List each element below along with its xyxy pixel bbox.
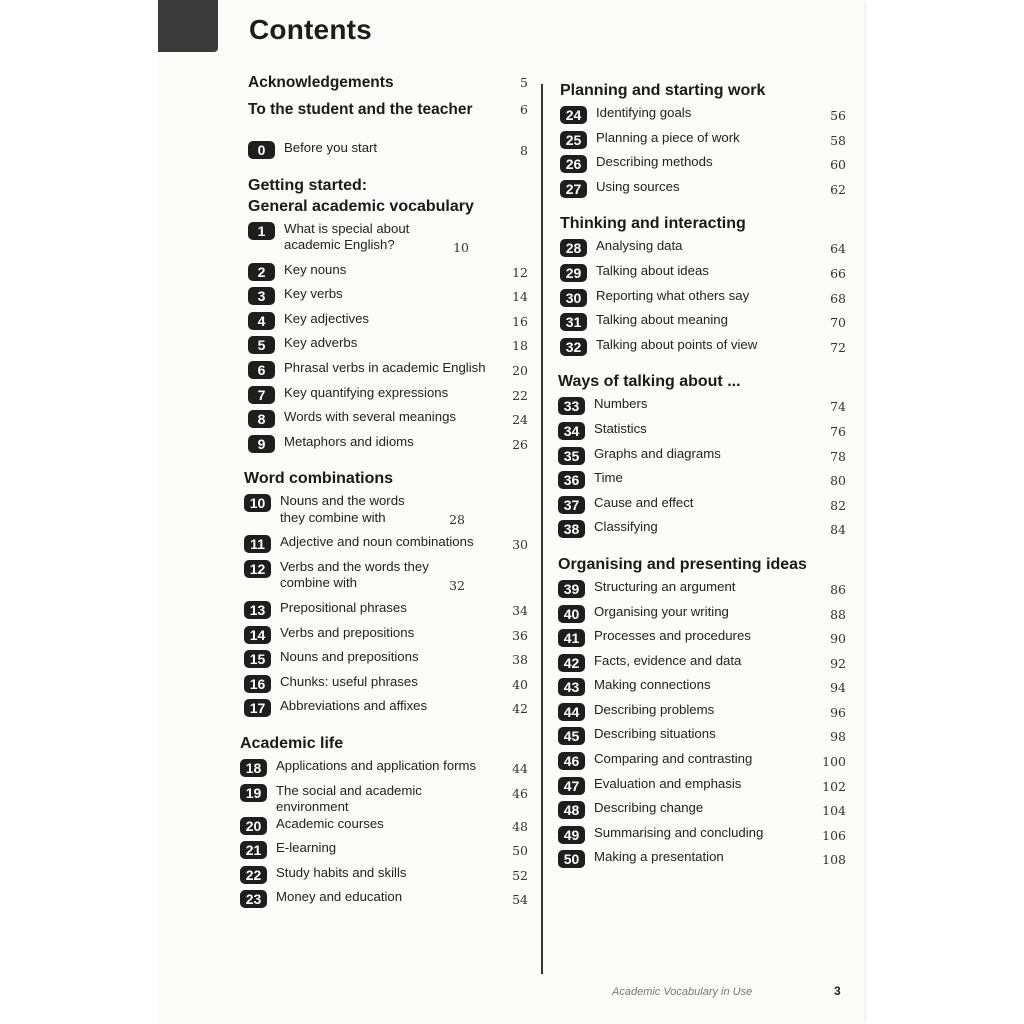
unit-row-3[interactable] xyxy=(248,286,528,311)
unit-title: Graphs and diagrams xyxy=(594,445,721,461)
unit-page: 32 xyxy=(449,577,465,593)
unit-number-badge: 40 xyxy=(558,605,585,623)
unit-page: 100 xyxy=(822,754,846,770)
unit-row-2[interactable] xyxy=(248,262,528,287)
unit-number-badge: 50 xyxy=(558,850,585,868)
unit-page: 64 xyxy=(830,241,846,257)
unit-row-30[interactable] xyxy=(560,288,846,313)
unit-row-15[interactable] xyxy=(244,649,528,674)
front-matter-page: 5 xyxy=(520,75,528,90)
unit-number-badge: 47 xyxy=(558,777,585,795)
right-column xyxy=(556,80,846,874)
unit-number-badge: 2 xyxy=(248,263,275,281)
unit-page: 48 xyxy=(512,818,528,834)
section-heading xyxy=(560,213,846,234)
unit-page: 50 xyxy=(512,843,528,859)
unit-row-13[interactable] xyxy=(244,600,528,625)
unit-page: 106 xyxy=(822,827,846,843)
contents-section xyxy=(556,80,846,203)
unit-title: Words with several meanings xyxy=(284,409,456,425)
unit-row-20[interactable] xyxy=(240,816,528,841)
unit-row-46[interactable] xyxy=(558,751,846,776)
footer-page-number: 3 xyxy=(834,984,841,998)
unit-title: Key adjectives xyxy=(284,310,370,326)
column-divider xyxy=(541,84,543,974)
unit-title: Academic courses xyxy=(276,815,384,831)
unit-page: 90 xyxy=(830,631,846,647)
section-heading-line: Planning and starting work xyxy=(560,82,766,99)
unit-row-42[interactable] xyxy=(558,653,846,678)
unit-page: 60 xyxy=(830,157,846,173)
unit-row-37[interactable] xyxy=(558,495,846,520)
unit-number-badge: 27 xyxy=(560,180,587,198)
unit-page: 76 xyxy=(830,423,846,439)
unit-number-badge: 11 xyxy=(244,535,271,553)
unit-number-badge: 46 xyxy=(558,752,585,770)
unit-title: Key verbs xyxy=(284,286,343,302)
unit-title: Nouns and the words they combine with xyxy=(280,493,405,525)
unit-page: 30 xyxy=(512,537,528,553)
unit-number-badge: 6 xyxy=(248,361,275,379)
unit-page: 78 xyxy=(830,448,846,464)
unit-page: 46 xyxy=(512,785,528,801)
front-matter-title: Acknowledgements xyxy=(248,74,394,91)
unit-number-badge: 35 xyxy=(558,447,585,465)
unit-title: Abbreviations and affixes xyxy=(280,698,428,714)
unit-page: 8 xyxy=(520,143,528,158)
unit-number-badge: 25 xyxy=(560,131,587,149)
unit-row-33[interactable] xyxy=(558,396,846,421)
unit-title: Phrasal verbs in academic English xyxy=(284,359,486,375)
unit-row-28[interactable] xyxy=(560,238,846,263)
unit-title: Money and education xyxy=(276,889,403,905)
section-heading xyxy=(560,80,846,101)
front-matter-page: 6 xyxy=(520,102,528,117)
unit-row-49[interactable] xyxy=(558,825,846,850)
unit-page: 42 xyxy=(512,701,528,717)
unit-title: Talking about meaning xyxy=(596,312,728,328)
unit-title: Study habits and skills xyxy=(276,864,407,880)
unit-page: 14 xyxy=(512,289,528,305)
unit-page: 74 xyxy=(830,399,846,415)
unit-number-badge: 45 xyxy=(558,727,585,745)
section-heading-line: General academic vocabulary xyxy=(248,197,474,215)
unit-number-badge: 0 xyxy=(248,141,275,159)
unit-number-badge: 41 xyxy=(558,629,585,647)
unit-page: 26 xyxy=(512,436,528,452)
unit-row-48[interactable] xyxy=(558,800,846,825)
unit-number-badge: 18 xyxy=(240,759,267,777)
section-heading xyxy=(558,371,846,392)
unit-row-14[interactable] xyxy=(244,625,528,650)
contents-section xyxy=(236,468,528,723)
unit-title: Processes and procedures xyxy=(594,628,751,644)
unit-number-badge: 32 xyxy=(560,338,587,356)
unit-row-44[interactable] xyxy=(558,702,846,727)
contents-section xyxy=(236,175,528,459)
unit-number-badge: 1 xyxy=(248,222,275,240)
unit-row-25[interactable] xyxy=(560,130,846,155)
unit-row-34[interactable] xyxy=(558,421,846,446)
unit-row-4[interactable] xyxy=(248,311,528,336)
footer-book-title: Academic Vocabulary in Use xyxy=(612,986,753,998)
contents-section xyxy=(556,371,846,544)
unit-title: Comparing and contrasting xyxy=(594,751,753,767)
unit-title: Making connections xyxy=(594,677,711,693)
section-heading xyxy=(240,733,528,754)
unit-page: 52 xyxy=(512,867,528,883)
section-heading xyxy=(558,554,846,575)
unit-page: 12 xyxy=(512,264,528,280)
unit-number-badge: 44 xyxy=(558,703,585,721)
unit-number-badge: 23 xyxy=(240,890,267,908)
unit-number-badge: 30 xyxy=(560,289,587,307)
section-heading xyxy=(248,175,528,217)
unit-page: 92 xyxy=(830,655,846,671)
unit-page: 34 xyxy=(512,602,528,618)
unit-page: 68 xyxy=(830,290,846,306)
unit-title: Using sources xyxy=(596,178,680,194)
unit-title: Facts, evidence and data xyxy=(594,652,742,668)
unit-page: 10 xyxy=(453,239,469,255)
unit-number-badge: 10 xyxy=(244,494,271,512)
unit-number-badge: 33 xyxy=(558,397,585,415)
unit-number-badge: 39 xyxy=(558,580,585,598)
unit-title: Making a presentation xyxy=(594,849,724,865)
unit-row-35[interactable] xyxy=(558,446,846,471)
page-title: Contents xyxy=(249,14,372,45)
unit-title: Describing situations xyxy=(594,726,716,742)
unit-row-38[interactable] xyxy=(558,519,846,544)
unit-page: 102 xyxy=(822,778,846,794)
unit-row-29[interactable] xyxy=(560,263,846,288)
unit-number-badge: 19 xyxy=(240,784,267,802)
unit-number-badge: 26 xyxy=(560,155,587,173)
unit-title: What is special about academic English? xyxy=(284,220,410,253)
unit-title: Structuring an argument xyxy=(594,578,736,594)
unit-title: Summarising and concluding xyxy=(594,824,764,840)
unit-row-19[interactable] xyxy=(240,783,528,816)
unit-number-badge: 37 xyxy=(558,496,585,514)
unit-row-50[interactable] xyxy=(558,849,846,874)
unit-title: Planning a piece of work xyxy=(596,129,740,145)
unit-page: 20 xyxy=(512,362,528,378)
unit-number-badge: 5 xyxy=(248,336,275,354)
unit-number-badge: 28 xyxy=(560,239,587,257)
unit-page: 36 xyxy=(512,627,528,643)
unit-title: Analysing data xyxy=(596,238,683,254)
unit-row-45[interactable] xyxy=(558,726,846,751)
section-heading-line: Academic life xyxy=(240,734,344,752)
unit-number-badge: 24 xyxy=(560,106,587,124)
unit-page: 58 xyxy=(830,132,846,148)
unit-title: Key quantifying expressions xyxy=(284,384,449,400)
unit-row-32[interactable] xyxy=(560,337,846,362)
unit-number-badge: 7 xyxy=(248,386,275,404)
unit-row-26[interactable] xyxy=(560,154,846,179)
contents-section xyxy=(556,213,846,361)
unit-number-badge: 42 xyxy=(558,654,585,672)
unit-page: 62 xyxy=(830,181,846,197)
unit-title: Metaphors and idioms xyxy=(284,433,414,449)
unit-page: 108 xyxy=(822,852,846,868)
unit-title: Applications and application forms xyxy=(276,757,477,773)
front-matter-acknowledgements[interactable] xyxy=(236,74,528,101)
unit-row-1[interactable] xyxy=(248,221,528,262)
unit-number-badge: 43 xyxy=(558,678,585,696)
unit-row-12[interactable] xyxy=(244,559,528,600)
unit-title: Identifying goals xyxy=(596,105,692,120)
unit-row-0[interactable] xyxy=(236,140,528,165)
unit-title: Key adverbs xyxy=(284,335,358,351)
unit-page: 88 xyxy=(830,606,846,622)
unit-title: Verbs and the words they combine with xyxy=(280,558,429,591)
unit-title: E-learning xyxy=(276,840,337,856)
unit-title: Verbs and prepositions xyxy=(280,624,415,640)
unit-row-11[interactable] xyxy=(244,534,528,559)
section-heading-line: Word combinations xyxy=(244,470,394,488)
unit-number-badge: 9 xyxy=(248,435,275,453)
unit-title: Chunks: useful phrases xyxy=(280,673,418,689)
unit-number-badge: 34 xyxy=(558,422,585,440)
unit-title: The social and academic environment xyxy=(276,782,422,814)
unit-row-9[interactable] xyxy=(248,434,528,459)
unit-row-24[interactable] xyxy=(560,105,846,130)
unit-number-badge: 20 xyxy=(240,817,267,835)
unit-title: Prepositional phrases xyxy=(280,599,407,615)
unit-row-5[interactable] xyxy=(248,335,528,360)
unit-number-badge: 48 xyxy=(558,801,585,819)
unit-page: 54 xyxy=(512,892,528,908)
unit-number-badge: 14 xyxy=(244,626,271,644)
unit-row-18[interactable] xyxy=(240,758,528,783)
unit-row-27[interactable] xyxy=(560,179,846,204)
unit-title: Before you start xyxy=(284,140,378,155)
unit-title: Time xyxy=(594,470,623,486)
contents-section xyxy=(236,733,528,914)
unit-page: 38 xyxy=(512,652,528,668)
corner-tab xyxy=(158,0,218,52)
unit-page: 16 xyxy=(512,313,528,329)
unit-number-badge: 16 xyxy=(244,675,271,693)
section-heading-line: Getting started: xyxy=(248,176,368,194)
unit-page: 98 xyxy=(830,729,846,745)
unit-page: 82 xyxy=(830,497,846,513)
unit-number-badge: 22 xyxy=(240,866,267,884)
unit-row-10[interactable] xyxy=(244,493,528,534)
unit-page: 28 xyxy=(449,512,465,528)
unit-row-23[interactable] xyxy=(240,889,528,914)
section-heading xyxy=(244,468,528,489)
unit-page: 70 xyxy=(830,315,846,331)
unit-row-43[interactable] xyxy=(558,677,846,702)
unit-page: 40 xyxy=(512,676,528,692)
unit-row-40[interactable] xyxy=(558,604,846,629)
contents-section xyxy=(556,554,846,874)
unit-row-7[interactable] xyxy=(248,385,528,410)
unit-number-badge: 13 xyxy=(244,601,271,619)
section-heading-line: Thinking and interacting xyxy=(560,215,746,233)
unit-number-badge: 29 xyxy=(560,264,587,282)
unit-title: Statistics xyxy=(594,420,647,436)
unit-title: Describing methods xyxy=(596,154,713,170)
unit-number-badge: 31 xyxy=(560,313,587,331)
unit-page: 80 xyxy=(830,473,846,489)
unit-number-badge: 21 xyxy=(240,841,267,859)
unit-page: 22 xyxy=(512,387,528,403)
unit-page: 56 xyxy=(830,108,846,123)
unit-number-badge: 15 xyxy=(244,650,271,668)
unit-title: Classifying xyxy=(594,519,658,535)
unit-title: Numbers xyxy=(594,396,648,412)
unit-page: 84 xyxy=(830,522,846,538)
left-column xyxy=(236,74,528,914)
section-heading-line: Organising and presenting ideas xyxy=(558,555,807,573)
unit-title: Describing change xyxy=(594,800,704,816)
unit-row-31[interactable] xyxy=(560,312,846,337)
unit-title: Organising your writing xyxy=(594,603,729,619)
unit-title: Describing problems xyxy=(594,701,715,717)
unit-title: Nouns and prepositions xyxy=(280,649,419,665)
unit-number-badge: 3 xyxy=(248,287,275,305)
unit-title: Key nouns xyxy=(284,261,347,277)
unit-row-17[interactable] xyxy=(244,698,528,723)
section-heading-line: Ways of talking about ... xyxy=(558,373,741,391)
unit-number-badge: 36 xyxy=(558,471,585,489)
unit-number-badge: 17 xyxy=(244,699,271,717)
unit-row-8[interactable] xyxy=(248,409,528,434)
unit-page: 104 xyxy=(822,803,846,819)
front-matter-title: To the student and the teacher xyxy=(248,101,473,118)
unit-page: 24 xyxy=(512,412,528,428)
unit-page: 18 xyxy=(512,338,528,354)
unit-row-16[interactable] xyxy=(244,674,528,699)
unit-page: 44 xyxy=(512,760,528,776)
unit-title: Cause and effect xyxy=(594,494,694,510)
unit-title: Adjective and noun combinations xyxy=(280,534,474,550)
unit-page: 72 xyxy=(830,339,846,355)
unit-page: 66 xyxy=(830,265,846,281)
unit-row-36[interactable] xyxy=(558,470,846,495)
unit-page: 96 xyxy=(830,704,846,720)
unit-title: Talking about points of view xyxy=(596,336,758,352)
unit-row-47[interactable] xyxy=(558,776,846,801)
unit-row-21[interactable] xyxy=(240,840,528,865)
unit-page: 94 xyxy=(830,680,846,696)
unit-number-badge: 38 xyxy=(558,520,585,538)
unit-title: Evaluation and emphasis xyxy=(594,775,742,791)
unit-row-39[interactable] xyxy=(558,579,846,604)
unit-number-badge: 4 xyxy=(248,312,275,330)
unit-row-41[interactable] xyxy=(558,628,846,653)
unit-number-badge: 8 xyxy=(248,410,275,428)
unit-title: Talking about ideas xyxy=(596,262,709,278)
front-matter-to-student[interactable] xyxy=(236,101,528,128)
unit-number-badge: 49 xyxy=(558,826,585,844)
unit-page: 86 xyxy=(830,581,846,597)
unit-number-badge: 12 xyxy=(244,560,271,578)
unit-title: Reporting what others say xyxy=(596,287,750,303)
unit-row-22[interactable] xyxy=(240,865,528,890)
unit-row-6[interactable] xyxy=(248,360,528,385)
